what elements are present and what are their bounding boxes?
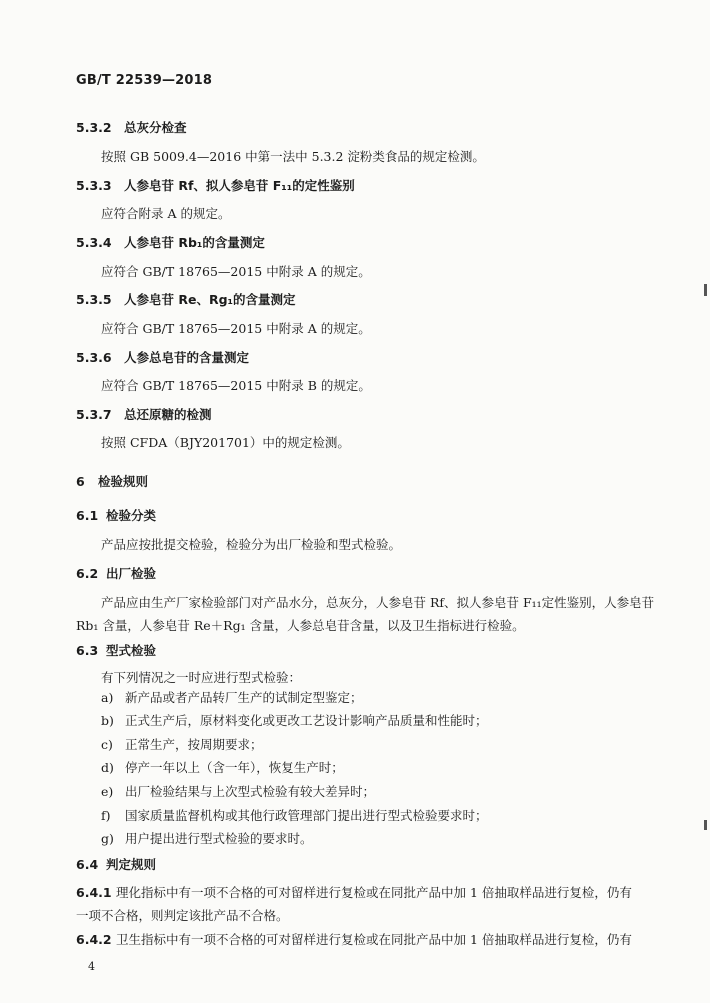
section-heading: 6.2 出厂检验 <box>76 566 157 581</box>
list-item: f) 国家质量监督机构或其他行政管理部门提出进行型式检验要求时； <box>101 808 488 823</box>
scan-edge-mark <box>704 820 707 830</box>
paragraph: 6.4.1 理化指标中有一项不合格的可对留样进行复检或在同批产品中加 1 倍抽取样品进行复检，仍有 <box>76 885 632 900</box>
chapter-heading: 6 检验规则 <box>76 474 149 489</box>
section-heading: 5.3.4 人参皂苷 Rb₁的含量测定 <box>76 235 265 250</box>
section-text: 应符合 GB/T 18765—2015 中附录 A 的规定。 <box>101 264 371 279</box>
section-heading: 5.3.5 人参皂苷 Re、Rg₁的含量测定 <box>76 292 296 307</box>
page-number: 4 <box>88 960 95 973</box>
standard-number: GB/T 22539—2018 <box>76 73 213 88</box>
section-text: 产品应由生产厂家检验部门对产品水分，总灰分，人参皂苷 Rf、拟人参皂苷 F₁₁定性鉴别，人参皂苷 <box>101 595 655 610</box>
section-text: 产品应按批提交检验，检验分为出厂检验和型式检验。 <box>101 537 402 552</box>
paragraph-continued: 一项不合格，则判定该批产品不合格。 <box>76 908 289 923</box>
section-heading: 5.3.7 总还原糖的检测 <box>76 407 212 422</box>
section-heading: 5.3.6 人参总皂苷的含量测定 <box>76 350 250 365</box>
section-text: 应符合附录 A 的规定。 <box>101 206 231 221</box>
list-item: g) 用户提出进行型式检验的要求时。 <box>101 831 313 846</box>
section-text: 按照 CFDA（BJY201701）中的规定检测。 <box>101 435 350 450</box>
scan-edge-mark <box>704 284 707 296</box>
section-text: Rb₁ 含量，人参皂苷 Re＋Rg₁ 含量，人参总皂苷含量，以及卫生指标进行检验。 <box>76 618 525 633</box>
section-heading: 6.4 判定规则 <box>76 857 157 872</box>
list-item: d) 停产一年以上（含一年），恢复生产时； <box>101 760 344 775</box>
section-text: 应符合 GB/T 18765—2015 中附录 A 的规定。 <box>101 321 371 336</box>
section-text: 应符合 GB/T 18765—2015 中附录 B 的规定。 <box>101 378 371 393</box>
section-heading: 5.3.3 人参皂苷 Rf、拟人参皂苷 F₁₁的定性鉴别 <box>76 178 355 193</box>
paragraph: 6.4.2 卫生指标中有一项不合格的可对留样进行复检或在同批产品中加 1 倍抽取样品进行复检，仍有 <box>76 932 632 947</box>
section-heading: 6.3 型式检验 <box>76 643 157 658</box>
list-item: b) 正式生产后，原材料变化或更改工艺设计影响产品质量和性能时； <box>101 713 488 728</box>
list-item: e) 出厂检验结果与上次型式检验有较大差异时； <box>101 784 376 799</box>
list-item: c) 正常生产，按周期要求； <box>101 737 263 752</box>
section-text: 按照 GB 5009.4—2016 中第一法中 5.3.2 淀粉类食品的规定检测。 <box>101 149 485 164</box>
section-heading: 6.1 检验分类 <box>76 508 157 523</box>
section-text: 有下列情况之一时应进行型式检验： <box>101 670 302 685</box>
section-heading: 5.3.2 总灰分检查 <box>76 120 187 135</box>
list-item: a) 新产品或者产品转厂生产的试制定型鉴定； <box>101 690 363 705</box>
